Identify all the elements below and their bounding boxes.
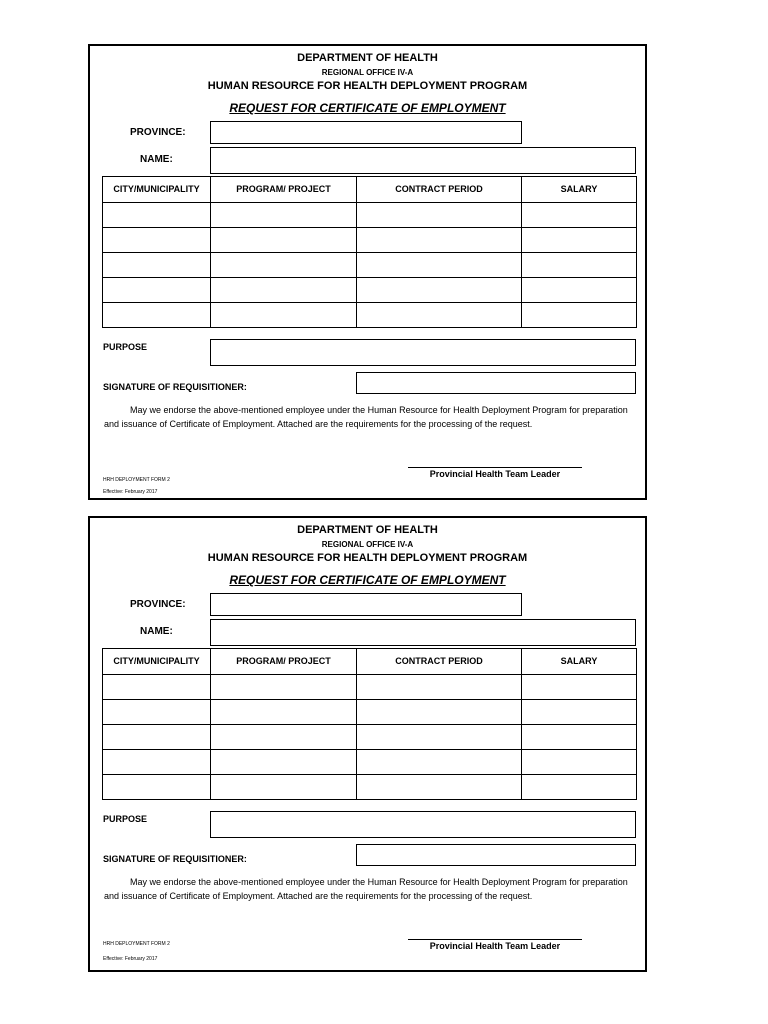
name-field[interactable]	[210, 619, 636, 646]
province-label: PROVINCE:	[130, 127, 186, 138]
signature-label: SIGNATURE OF REQUISITIONER:	[103, 382, 247, 392]
table-cell[interactable]	[357, 203, 522, 228]
column-header: SALARY	[522, 177, 637, 203]
table-cell[interactable]	[103, 675, 211, 700]
department-heading: DEPARTMENT OF HEALTH	[297, 52, 438, 64]
table-cell[interactable]	[211, 203, 357, 228]
table-cell[interactable]	[357, 228, 522, 253]
purpose-label: PURPOSE	[103, 342, 148, 352]
endorsement-text: May we endorse the above-mentioned employee under the Human Resource for Health Deployment Program for preparation and issuance of Certificate of Employment. Attached are the requirements for the processing of the request.	[104, 405, 628, 429]
table-cell[interactable]	[103, 203, 211, 228]
table-cell[interactable]	[522, 675, 637, 700]
column-header: SALARY	[522, 649, 637, 675]
request-form-1	[88, 44, 647, 500]
table-row	[103, 278, 637, 303]
effective-date: Effective: February 2017	[103, 489, 158, 495]
column-header: PROGRAM/ PROJECT	[211, 649, 357, 675]
province-label: PROVINCE:	[130, 599, 186, 610]
purpose-field[interactable]	[210, 339, 636, 366]
table-header-row	[103, 649, 637, 675]
table-cell[interactable]	[357, 700, 522, 725]
table-cell[interactable]	[103, 725, 211, 750]
table-cell[interactable]	[522, 775, 637, 800]
table-row	[103, 725, 637, 750]
program-heading: HUMAN RESOURCE FOR HEALTH DEPLOYMENT PROGRAM	[207, 80, 528, 92]
table-cell[interactable]	[211, 303, 357, 328]
table-cell[interactable]	[357, 775, 522, 800]
column-header: PROGRAM/ PROJECT	[211, 177, 357, 203]
table-cell[interactable]	[211, 253, 357, 278]
table-row	[103, 253, 637, 278]
table-row	[103, 750, 637, 775]
purpose-field[interactable]	[210, 811, 636, 838]
table-cell[interactable]	[103, 303, 211, 328]
table-cell[interactable]	[211, 228, 357, 253]
table-cell[interactable]	[522, 228, 637, 253]
employment-table	[102, 176, 637, 328]
signatory-title: Provincial Health Team Leader	[429, 469, 561, 479]
request-form-2	[88, 516, 647, 972]
table-cell[interactable]	[211, 750, 357, 775]
column-header: CITY/MUNICIPALITY	[103, 177, 211, 203]
table-cell[interactable]	[522, 303, 637, 328]
table-cell[interactable]	[522, 725, 637, 750]
table-cell[interactable]	[103, 228, 211, 253]
table-cell[interactable]	[357, 278, 522, 303]
table-cell[interactable]	[103, 278, 211, 303]
table-cell[interactable]	[211, 675, 357, 700]
table-cell[interactable]	[103, 750, 211, 775]
province-field[interactable]	[210, 121, 522, 144]
signature-field[interactable]	[356, 372, 636, 394]
table-row	[103, 700, 637, 725]
table-row	[103, 675, 637, 700]
signature-label: SIGNATURE OF REQUISITIONER:	[103, 854, 247, 864]
table-cell[interactable]	[522, 750, 637, 775]
table-header-row	[103, 177, 637, 203]
table-cell[interactable]	[211, 725, 357, 750]
employment-table	[102, 648, 637, 800]
signatory-title: Provincial Health Team Leader	[429, 941, 561, 951]
name-field[interactable]	[210, 147, 636, 174]
name-label: NAME:	[140, 154, 173, 165]
region-heading: REGIONAL OFFICE IV-A	[321, 540, 414, 549]
province-field[interactable]	[210, 593, 522, 616]
table-cell[interactable]	[357, 303, 522, 328]
department-heading: DEPARTMENT OF HEALTH	[297, 524, 438, 536]
table-cell[interactable]	[357, 253, 522, 278]
table-cell[interactable]	[103, 700, 211, 725]
table-cell[interactable]	[357, 675, 522, 700]
region-heading: REGIONAL OFFICE IV-A	[321, 68, 414, 77]
form-code: HRH DEPLOYMENT FORM 2	[103, 941, 170, 947]
table-cell[interactable]	[211, 278, 357, 303]
table-cell[interactable]	[103, 775, 211, 800]
table-cell[interactable]	[211, 700, 357, 725]
table-cell[interactable]	[522, 203, 637, 228]
signature-line	[408, 939, 582, 940]
form-title: REQUEST FOR CERTIFICATE OF EMPLOYMENT	[229, 573, 506, 587]
program-heading: HUMAN RESOURCE FOR HEALTH DEPLOYMENT PROGRAM	[207, 552, 528, 564]
column-header: CONTRACT PERIOD	[357, 649, 522, 675]
table-row	[103, 203, 637, 228]
form-code: HRH DEPLOYMENT FORM 2	[103, 477, 170, 483]
effective-date: Effective: February 2017	[103, 956, 158, 962]
signature-line	[408, 467, 582, 468]
table-cell[interactable]	[357, 750, 522, 775]
table-cell[interactable]	[211, 775, 357, 800]
table-cell[interactable]	[357, 725, 522, 750]
column-header: CONTRACT PERIOD	[357, 177, 522, 203]
column-header: CITY/MUNICIPALITY	[103, 649, 211, 675]
table-row	[103, 303, 637, 328]
name-label: NAME:	[140, 626, 173, 637]
table-cell[interactable]	[103, 253, 211, 278]
purpose-label: PURPOSE	[103, 814, 148, 824]
form-title: REQUEST FOR CERTIFICATE OF EMPLOYMENT	[229, 101, 506, 115]
endorsement-text: May we endorse the above-mentioned employee under the Human Resource for Health Deployment Program for preparation and issuance of Certificate of Employment. Attached are the requirements for the processing of the request.	[104, 877, 628, 901]
signature-field[interactable]	[356, 844, 636, 866]
table-cell[interactable]	[522, 278, 637, 303]
table-row	[103, 775, 637, 800]
table-cell[interactable]	[522, 253, 637, 278]
table-cell[interactable]	[522, 700, 637, 725]
table-row	[103, 228, 637, 253]
